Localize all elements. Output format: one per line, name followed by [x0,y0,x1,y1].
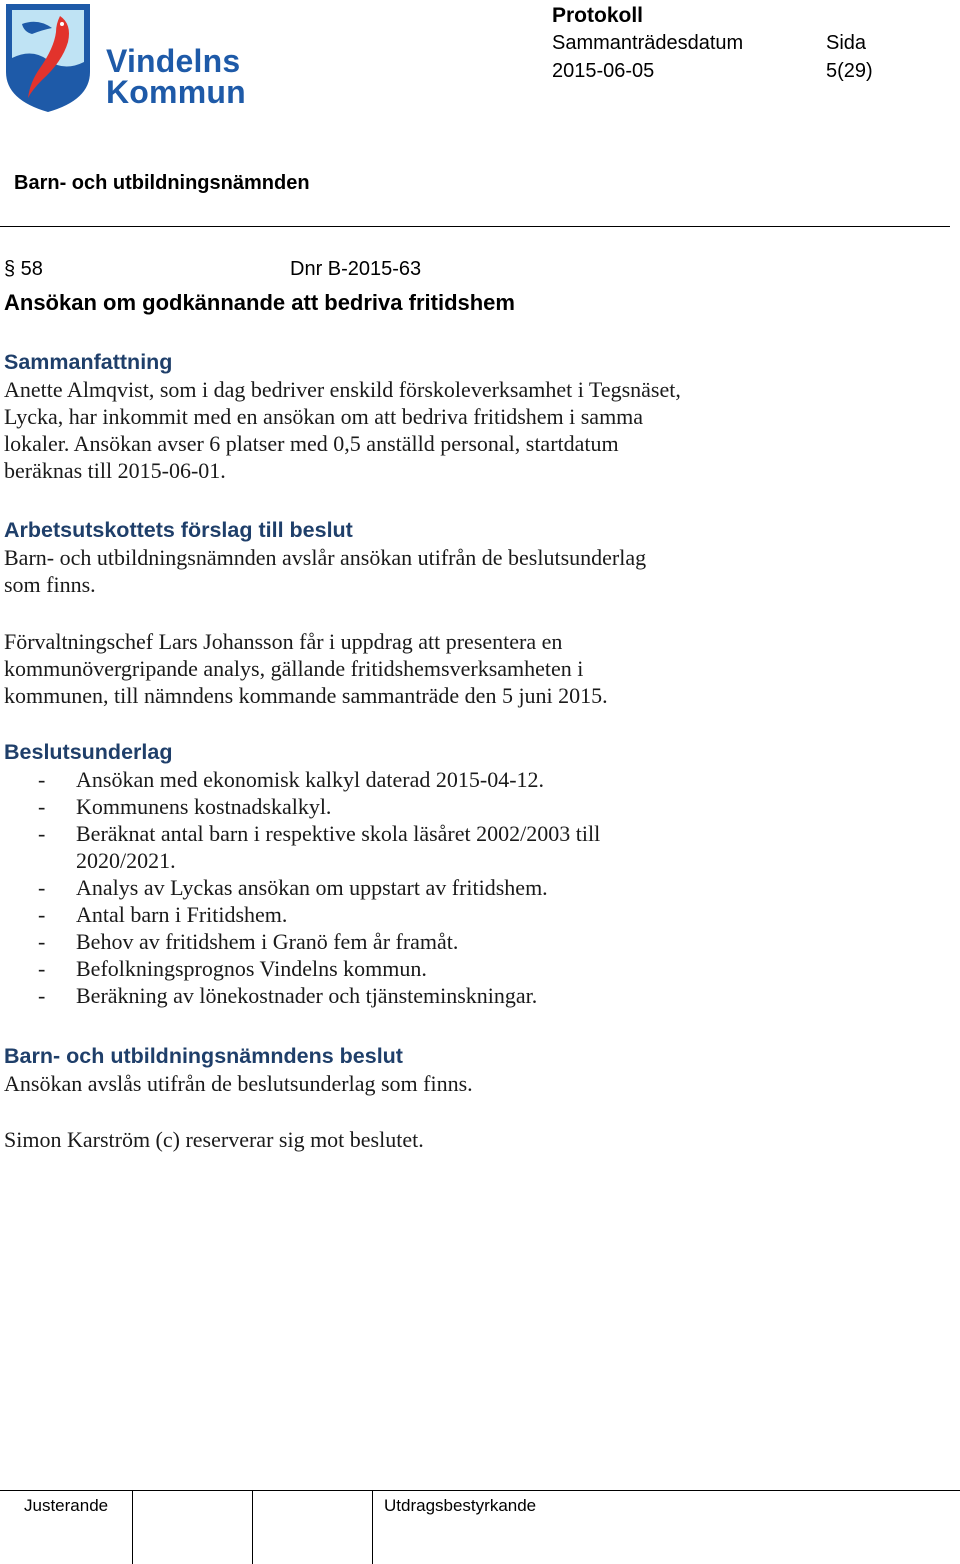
document-type: Protokoll [552,4,644,27]
list-item [4,928,934,955]
summary-line: lokaler. Ansökan avser 6 platser med 0,5 anställd personal, startdatum [4,431,619,456]
list-item [4,793,934,820]
assignment-line: kommunen, till nämndens kommande sammanträde den 5 juni 2015. [4,683,608,708]
page-number: 5(29) [826,60,873,82]
summary-line: Anette Almqvist, som i dag bedriver enskild förskoleverksamhet i Tegsnäset, [4,377,681,402]
justerande-label: Justerande [24,1496,109,1515]
proposal-heading: Arbetsutskottets förslag till beslut [4,518,353,542]
proposal-line: som finns. [4,572,96,597]
list-item-text: Ansökan med ekonomisk kalkyl daterad 2015-04-12. [76,767,545,792]
signature-box-divider [372,1490,373,1564]
logo-line-1: Vindelns [106,43,241,79]
list-dash: - [38,875,46,900]
list-item [4,901,934,928]
paragraph-number: § 58 [4,258,43,280]
list-item-text: Beräkning av lönekostnader och tjänsteminskningar. [76,983,538,1008]
reservation-text: Simon Karström (c) reserverar sig mot beslutet. [4,1127,424,1152]
list-dash: - [38,902,46,927]
vindeln-logo [2,2,246,114]
list-dash: - [38,983,46,1008]
basis-section [4,738,934,1009]
basis-heading: Beslutsunderlag [4,740,173,764]
list-item-text: 2020/2021. [76,848,176,873]
assignment-line: kommunövergripande analys, gällande fritidshemsverksamheten i [4,656,584,681]
list-item [4,955,934,982]
list-item [4,874,934,901]
signature-box-divider [252,1490,253,1564]
decision-heading: Barn- och utbildningsnämndens beslut [4,1044,403,1068]
list-item-text: Antal barn i Fritidshem. [76,902,288,927]
summary-section [4,348,934,484]
list-dash: - [38,821,46,846]
list-dash: - [38,956,46,981]
list-dash: - [38,767,46,792]
list-dash: - [38,794,46,819]
summary-text [4,376,934,484]
summary-line: beräknas till 2015-06-01. [4,458,226,483]
decision-section [4,1042,934,1097]
list-item [4,982,934,1009]
meeting-date-label: Sammanträdesdatum [552,32,744,54]
footer-divider [0,1490,960,1491]
basis-list [4,766,934,1009]
list-item-text: Beräknat antal barn i respektive skola läsåret 2002/2003 till [76,821,601,846]
list-dash: - [38,929,46,954]
signature-box-divider [132,1490,133,1564]
proposal-text [4,544,934,598]
meeting-date: 2015-06-05 [552,60,655,82]
summary-heading: Sammanfattning [4,350,173,374]
case-title: Ansökan om godkännande att bedriva fritidshem [4,290,515,315]
utdragsbestyrkande-label: Utdragsbestyrkande [384,1496,537,1515]
assignment-line: Förvaltningschef Lars Johansson får i uppdrag att presentera en [4,629,563,654]
list-item [4,766,934,793]
list-item-text: Befolkningsprognos Vindelns kommun. [76,956,427,981]
reservation-section [4,1126,934,1153]
list-item-text: Analys av Lyckas ansökan om uppstart av fritidshem. [76,875,548,900]
logo-wordmark [106,43,246,110]
decision-text: Ansökan avslås utifrån de beslutsunderlag som finns. [4,1071,473,1096]
page-label: Sida [826,32,867,54]
board-name: Barn- och utbildningsnämnden [14,172,310,194]
list-item-continuation [4,847,934,874]
list-item [4,820,934,847]
assignment-section [4,628,934,709]
list-item-text: Behov av fritidshem i Granö fem år framåt. [76,929,459,954]
list-item-text: Kommunens kostnadskalkyl. [76,794,332,819]
proposal-line: Barn- och utbildningsnämnden avslår ansökan utifrån de beslutsunderlag [4,545,647,570]
header-divider [0,226,950,227]
logo-line-2: Kommun [106,74,246,110]
diary-number: Dnr B-2015-63 [290,258,422,280]
summary-line: Lycka, har inkommit med en ansökan om att bedriva fritidshem i samma [4,404,644,429]
salmon-shield-icon [2,2,94,114]
assignment-text [4,628,934,709]
proposal-section [4,516,934,598]
